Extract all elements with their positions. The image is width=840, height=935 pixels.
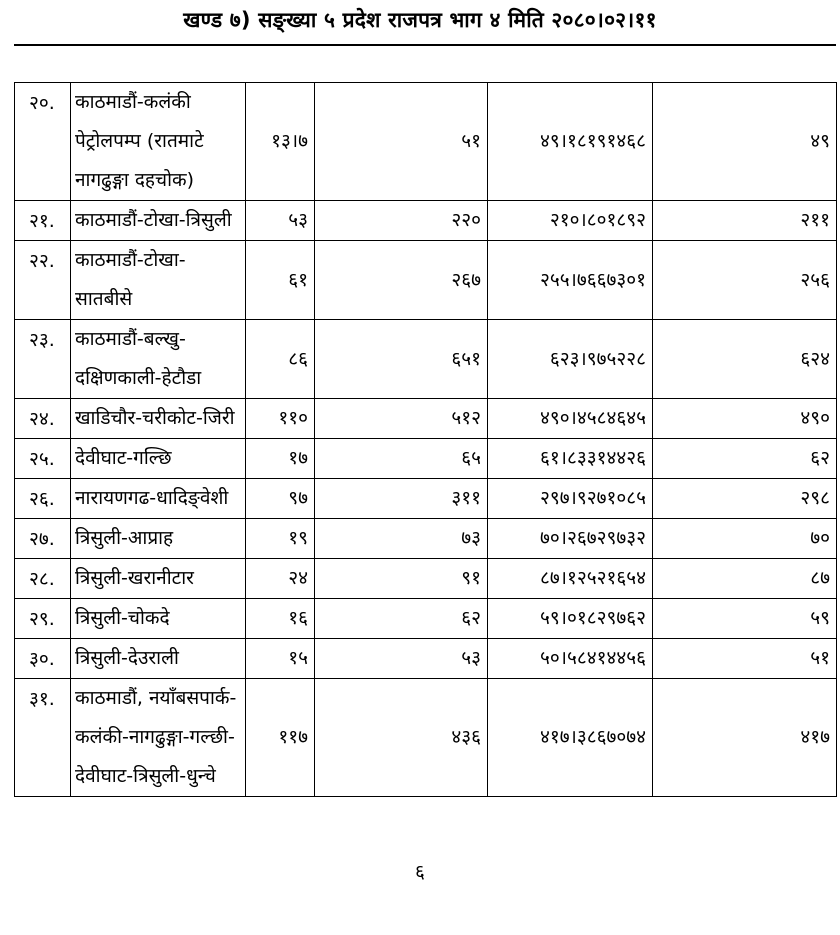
route-name-line: नागढुङ्गा दहचोक) [75,169,195,191]
serial-number-cell: ३०. [15,639,71,679]
route-name-line: काठमाडौं-टोखा-त्रिसुली [75,209,232,231]
table-row [15,479,837,519]
value-cell-1: १३।७ [246,83,315,201]
route-table [14,82,837,797]
page-number: ६ [415,861,425,883]
table-row [15,201,837,241]
value-cell-2: ७३ [315,519,488,559]
value-cell-2: ६२ [315,599,488,639]
route-name-cell [71,201,246,241]
value-cell-1: १६ [246,599,315,639]
value-cell-1: ५३ [246,201,315,241]
value-cell-4: ४१७ [653,679,837,797]
table-body [15,83,837,797]
value-cell-3: २१०।८०१८९२ [488,201,653,241]
serial-number-cell: २३. [15,320,71,399]
table-row [15,519,837,559]
value-cell-4: ७० [653,519,837,559]
value-cell-2: ५१२ [315,399,488,439]
value-cell-3: २९७।९२७१०८५ [488,479,653,519]
route-name-cell [71,241,246,320]
route-name-cell [71,519,246,559]
table-row [15,439,837,479]
route-name-line: देवीघाट-त्रिसुली-धुन्चे [75,765,216,787]
route-name-cell [71,320,246,399]
value-cell-3: ७०।२६७२९७३२ [488,519,653,559]
route-name-line: काठमाडौं, नयाँबसपार्क- [75,687,237,709]
route-name-cell [71,83,246,201]
value-cell-4: ८७ [653,559,837,599]
table-row [15,241,837,320]
value-cell-2: ५१ [315,83,488,201]
table-row [15,83,837,201]
value-cell-2: ९१ [315,559,488,599]
value-cell-1: ९७ [246,479,315,519]
route-name-cell [71,479,246,519]
serial-number-cell: २७. [15,519,71,559]
value-cell-4: ५१ [653,639,837,679]
route-name-cell [71,439,246,479]
value-cell-1: ११७ [246,679,315,797]
route-name-cell [71,639,246,679]
route-name-line: काठमाडौं-कलंकी [75,91,191,113]
route-name-line: खाडिचौर-चरीकोट-जिरी [75,407,235,429]
route-name-cell [71,399,246,439]
gazette-header: खण्ड ७) सङ्ख्या ५ प्रदेश राजपत्र भाग ४ मिति २०८०।०२।११ [183,8,657,32]
value-cell-1: ११० [246,399,315,439]
table-row [15,639,837,679]
serial-number-cell: २२. [15,241,71,320]
table-row [15,320,837,399]
value-cell-1: ८६ [246,320,315,399]
value-cell-2: ४३६ [315,679,488,797]
value-cell-1: १७ [246,439,315,479]
table-row [15,599,837,639]
route-name-line: काठमाडौं-टोखा-सातबीसे [75,249,186,310]
value-cell-1: ६१ [246,241,315,320]
route-name-line: काठमाडौं-बल्खु- [75,328,186,350]
value-cell-4: २११ [653,201,837,241]
value-cell-3: ६१।८३३१४४२६ [488,439,653,479]
route-name-line: पेट्रोलपम्प (रातमाटे [75,130,204,152]
serial-number-cell: २४. [15,399,71,439]
value-cell-2: ५३ [315,639,488,679]
value-cell-3: ४९।१८१९१४६८ [488,83,653,201]
value-cell-4: ६२४ [653,320,837,399]
value-cell-3: ४९०।४५८४६४५ [488,399,653,439]
table-row [15,559,837,599]
value-cell-4: ४९० [653,399,837,439]
value-cell-4: ४९ [653,83,837,201]
route-name-cell [71,599,246,639]
value-cell-3: ४१७।३८६७०७४ [488,679,653,797]
value-cell-3: ५९।०१८२९७६२ [488,599,653,639]
value-cell-3: ५०।५८४१४४५६ [488,639,653,679]
value-cell-3: ६२३।९७५२२८ [488,320,653,399]
value-cell-3: ८७।१२५२१६५४ [488,559,653,599]
route-name-line: त्रिसुली-देउराली [75,647,179,669]
serial-number-cell: ३१. [15,679,71,797]
table-row [15,679,837,797]
route-name-line: देवीघाट-गल्छि [75,447,172,469]
value-cell-1: १९ [246,519,315,559]
value-cell-2: २२० [315,201,488,241]
value-cell-1: २४ [246,559,315,599]
table-row [15,399,837,439]
value-cell-4: ५९ [653,599,837,639]
route-name-cell [71,679,246,797]
serial-number-cell: २१. [15,201,71,241]
serial-number-cell: २९. [15,599,71,639]
value-cell-4: २९८ [653,479,837,519]
value-cell-2: ६५१ [315,320,488,399]
serial-number-cell: २०. [15,83,71,201]
route-name-line: त्रिसुली-चोकदे [75,607,170,629]
value-cell-1: १५ [246,639,315,679]
route-name-cell [71,559,246,599]
serial-number-cell: २८. [15,559,71,599]
value-cell-3: २५५।७६६७३०१ [488,241,653,320]
value-cell-2: ३११ [315,479,488,519]
route-name-line: त्रिसुली-आप्राह [75,527,174,549]
serial-number-cell: २५. [15,439,71,479]
route-name-line: कलंकी-नागढुङ्गा-गल्छी- [75,726,235,748]
value-cell-2: ६५ [315,439,488,479]
value-cell-2: २६७ [315,241,488,320]
value-cell-4: २५६ [653,241,837,320]
route-name-line: दक्षिणकाली-हेटौडा [75,367,202,389]
route-name-line: त्रिसुली-खरानीटार [75,567,194,589]
serial-number-cell: २६. [15,479,71,519]
value-cell-4: ६२ [653,439,837,479]
route-name-line: नारायणगढ-धादिङ्वेशी [75,487,229,509]
header-rule [14,44,836,46]
